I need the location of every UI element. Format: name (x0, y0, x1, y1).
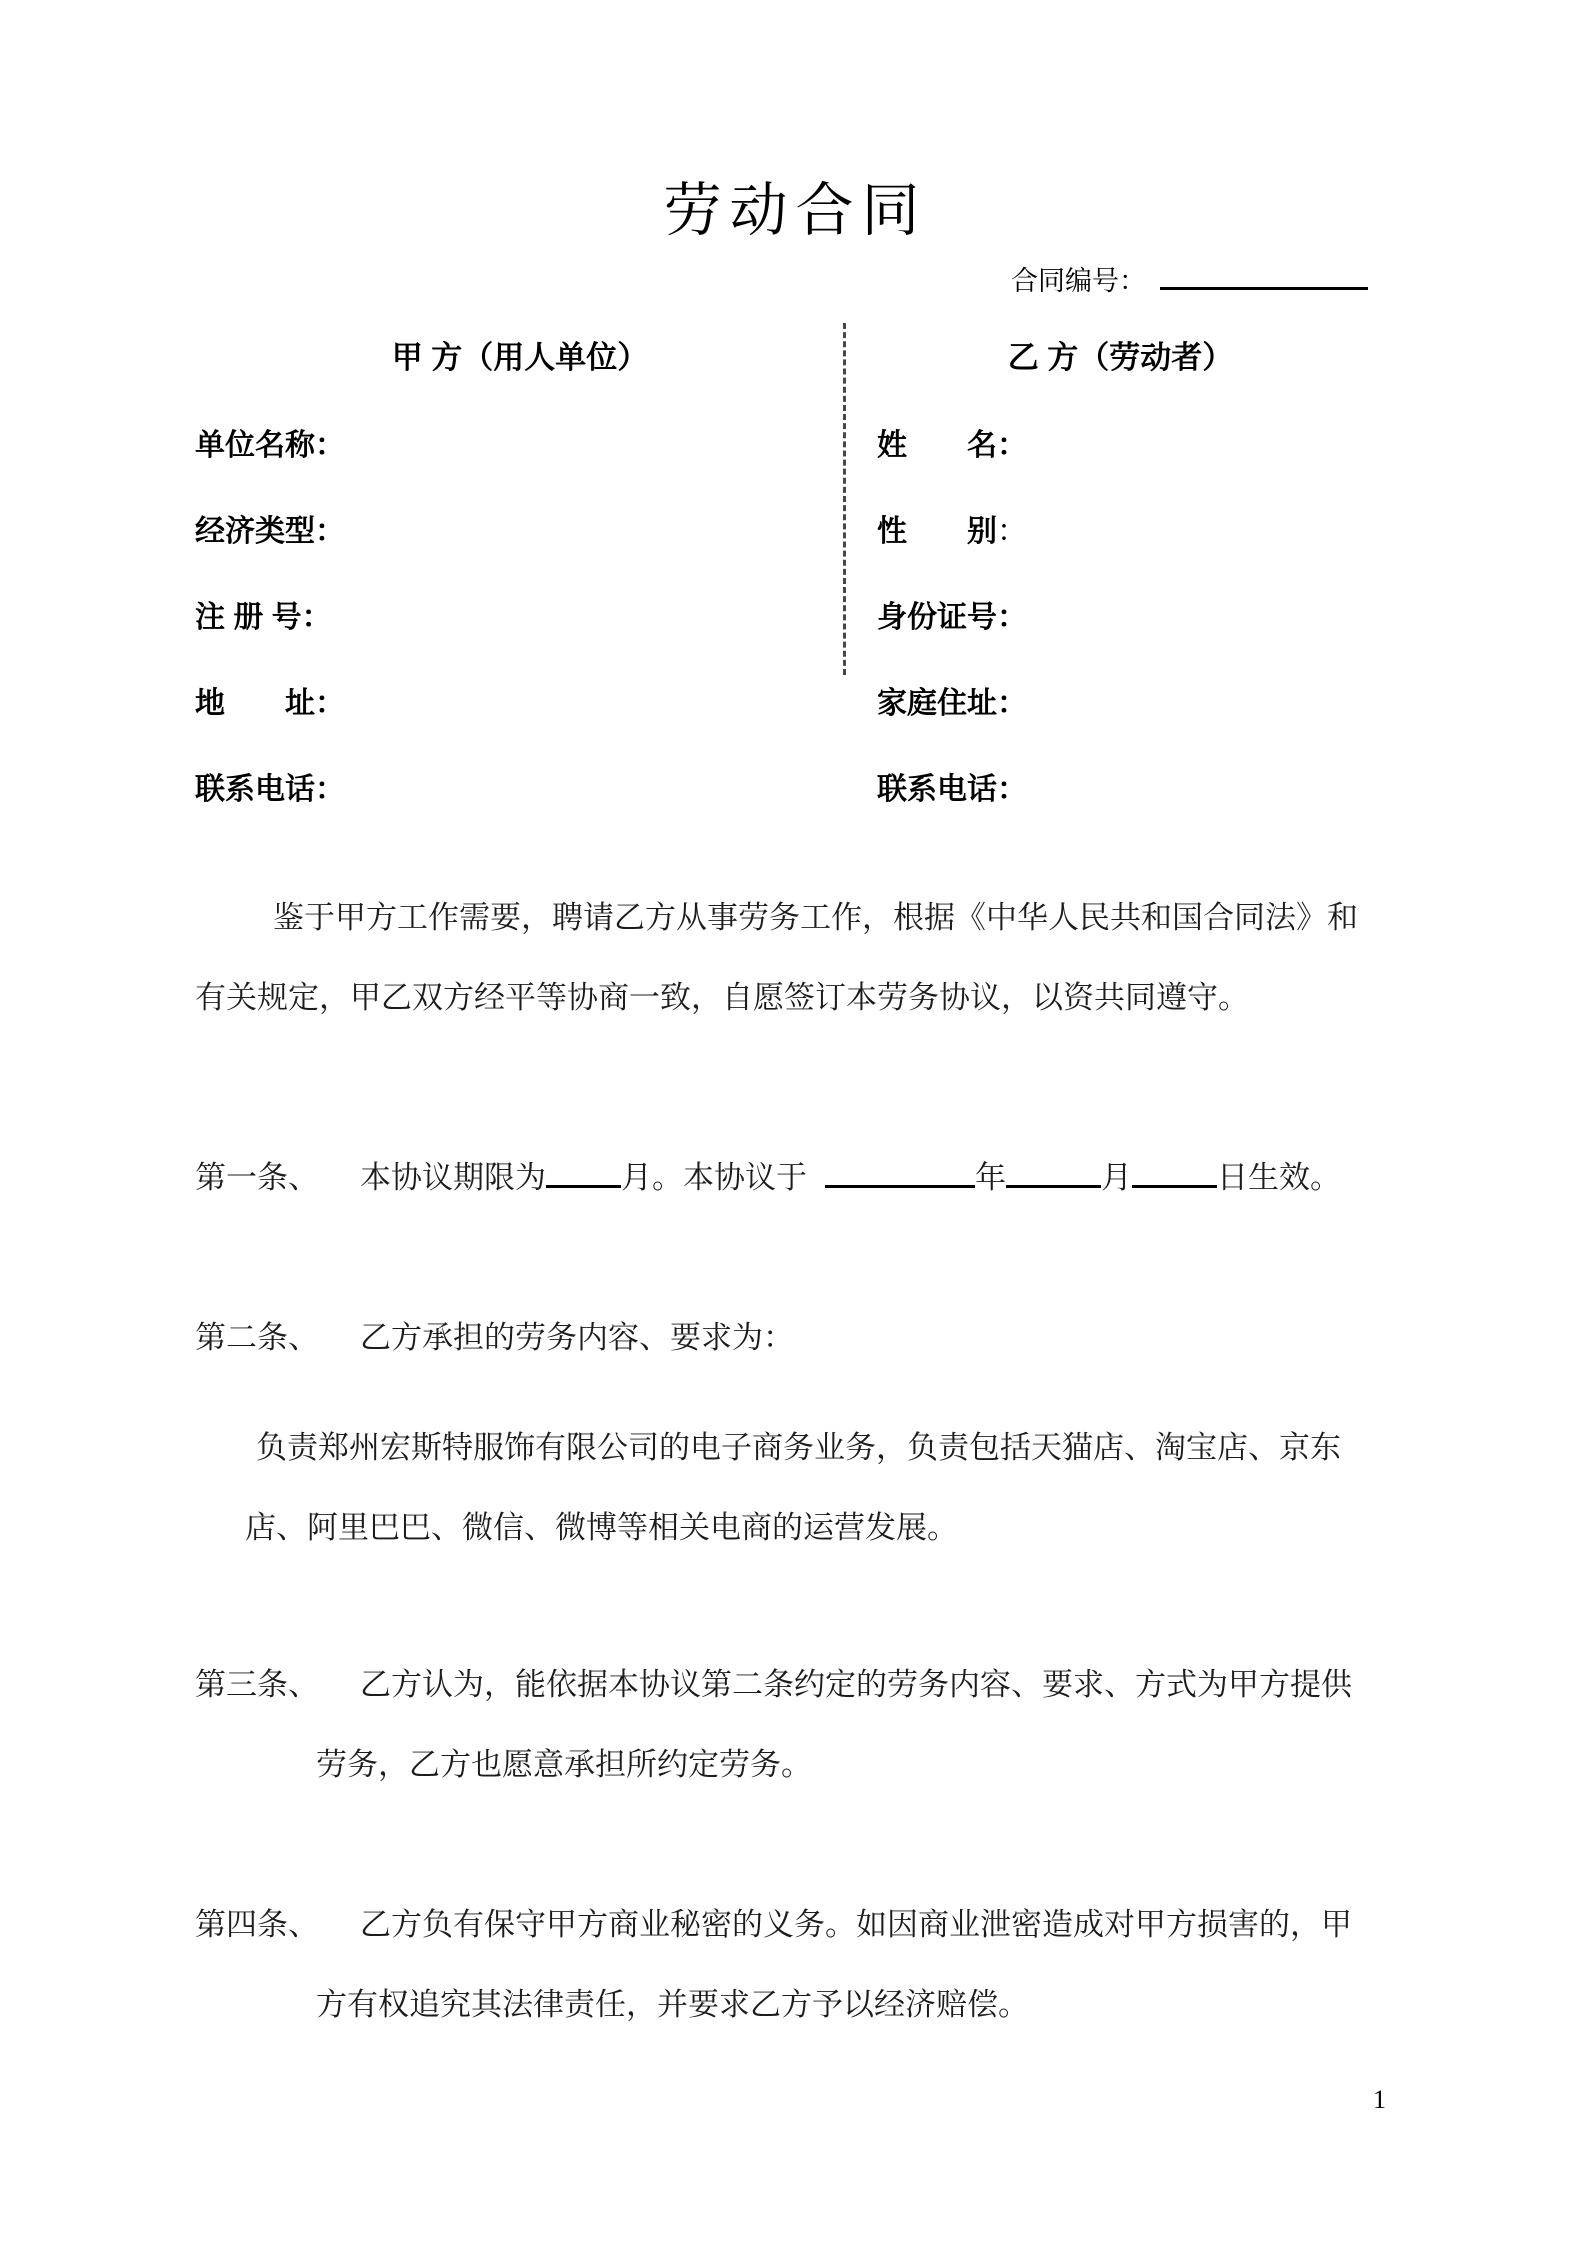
party-info-section (195, 333, 1396, 829)
duration-months-blank (546, 1154, 621, 1188)
party-headers-row (195, 333, 1396, 383)
table-row (195, 657, 1396, 743)
company-name-label: 单位名称： (195, 429, 345, 462)
article-3 (195, 1645, 1396, 1805)
home-address-label: 家庭住址： (877, 687, 1027, 720)
article-3-number: 第三条、 (195, 1667, 319, 1702)
table-row (195, 743, 1396, 829)
article-1-text-2: 月。本协议于 (621, 1160, 807, 1195)
article-3-text-1: 乙方认为，能依据本协议第二条约定的劳务内容、要求、方式为甲方提供 (360, 1667, 1352, 1702)
effective-month-blank (1006, 1154, 1101, 1188)
article-1-text-1: 本协议期限为 (360, 1160, 546, 1195)
gender-label: 性 别： (877, 515, 1027, 548)
article-1-text-4: 月 (1101, 1160, 1132, 1195)
employee-name-label: 姓 名： (877, 429, 1027, 462)
contract-number-label: 合同编号： (1011, 266, 1146, 296)
article-1-number: 第一条、 (195, 1160, 319, 1195)
document-title: 劳动合同 (663, 178, 928, 243)
article-4-line-1 (195, 1885, 1396, 1965)
party-fields (195, 399, 1396, 829)
party-a-header: 甲 方（用人单位） (391, 340, 649, 375)
table-row (195, 571, 1396, 657)
article-2-number: 第二条、 (195, 1320, 319, 1355)
article-2-body-line-2: 店、阿里巴巴、微信、微博等相关电商的运营发展。 (245, 1510, 958, 1545)
table-row (195, 399, 1396, 485)
company-address-label: 地 址： (195, 687, 345, 720)
article-2-body-line-1: 负责郑州宏斯特服饰有限公司的电子商务业务，负责包括天猫店、淘宝店、京东 (256, 1430, 1341, 1465)
economic-type-label: 经济类型： (195, 515, 345, 548)
article-2-heading-text: 乙方承担的劳务内容、要求为： (360, 1320, 794, 1355)
article-2-body (245, 1408, 1396, 1568)
contract-number-blank (1160, 260, 1368, 290)
contract-number-line (195, 260, 1396, 299)
article-1 (195, 1138, 1396, 1218)
article-4-text-1: 乙方负有保守甲方商业秘密的义务。如因商业泄密造成对甲方损害的，甲 (360, 1907, 1352, 1942)
party-b-header: 乙 方（劳动者） (1007, 340, 1234, 375)
table-row (195, 485, 1396, 571)
article-3-line-2: 劳务，乙方也愿意承担所约定劳务。 (316, 1747, 812, 1782)
gender-label-colon: ： (997, 515, 1027, 548)
effective-day-blank (1132, 1154, 1217, 1188)
article-4 (195, 1885, 1396, 2045)
id-number-label: 身份证号： (877, 601, 1027, 634)
column-divider-dashed-line (843, 323, 846, 675)
preamble-line-2: 有关规定，甲乙双方经平等协商一致，自愿签订本劳务协议，以资共同遵守。 (195, 980, 1249, 1015)
effective-year-blank (825, 1154, 975, 1188)
employee-phone-label: 联系电话： (877, 773, 1027, 806)
preamble-line-1: 鉴于甲方工作需要，聘请乙方从事劳务工作，根据《中华人民共和国合同法》和 (273, 900, 1358, 935)
article-4-line-2: 方有权追究其法律责任，并要求乙方予以经济赔偿。 (316, 1987, 1029, 2022)
registration-number-label: 注 册 号： (195, 601, 332, 634)
company-phone-label: 联系电话： (195, 773, 345, 806)
preamble-paragraph (195, 878, 1396, 1038)
article-1-text-3: 年 (975, 1160, 1006, 1195)
article-1-text-5: 日生效。 (1217, 1160, 1341, 1195)
article-2-heading (195, 1298, 1396, 1378)
article-3-line-1 (195, 1645, 1396, 1725)
page-number: 1 (1373, 2085, 1386, 2114)
article-4-number: 第四条、 (195, 1907, 319, 1942)
